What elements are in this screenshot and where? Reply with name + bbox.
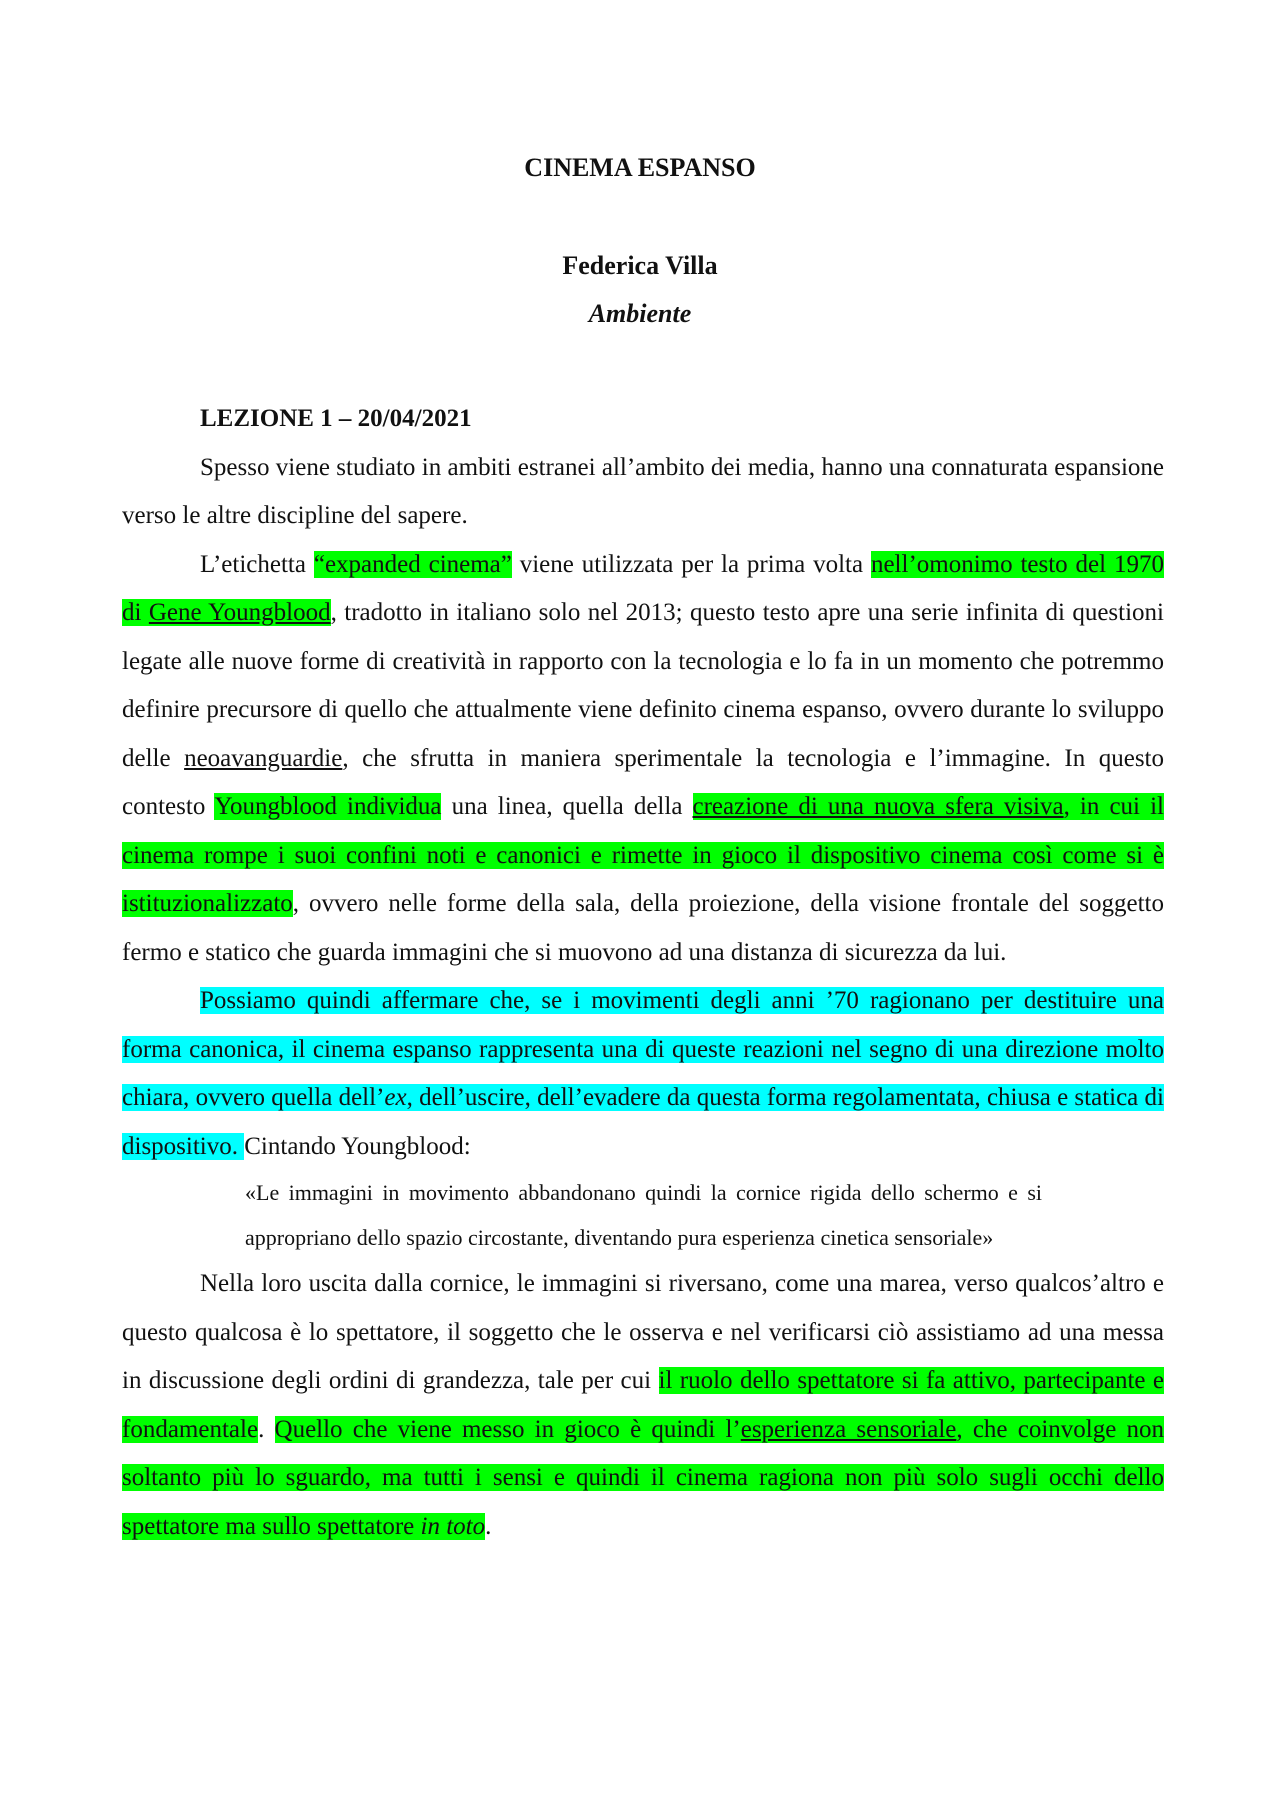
paragraph-3 bbox=[122, 977, 1164, 1171]
underlined-text: neoavanguardie bbox=[184, 744, 343, 772]
highlight-green: “expanded cinema” bbox=[313, 550, 512, 578]
document-title: CINEMA ESPANSO bbox=[524, 153, 756, 182]
italic-text: ex bbox=[384, 1084, 407, 1111]
text-run: , tradotto in italiano solo nel 2013; questo testo apre una serie infinita di questioni legate alle nuove forme di creatività in rapporto con la tecnologia e lo fa in un momento che potremmo definire precursore di quello che attualmente viene definito cinema espanso, ovvero durante lo sviluppo delle bbox=[122, 599, 1164, 772]
text-run: , ovvero nelle forme della sala, della proiezione, della visione frontale del soggetto fermo e statico che guarda immagini che si muovono ad una distanza di sicurezza da lui. bbox=[122, 890, 1164, 966]
highlight-text: nell’omonimo testo del 1970 di bbox=[122, 550, 1164, 626]
document-body bbox=[122, 395, 1164, 1551]
text-run: viene utilizzata per la prima volta bbox=[511, 550, 871, 578]
block-quote: «Le immagini in movimento abbandonano quindi la cornice rigida dello schermo e si appropriano dello spazio circostante, diventando pura esperienza cinetica sensoriale» bbox=[245, 1180, 1042, 1250]
highlight-text: , dell’uscire, dell’evadere da questa forma regolamentata, chiusa e statica di dispositivo. bbox=[122, 1084, 1164, 1160]
highlight-green: il ruolo dello spettatore si fa attivo, partecipante e fondamentale bbox=[122, 1367, 1164, 1443]
text-run: , che sfrutta in maniera sperimentale la tecnologia e l’immagine. In questo contesto bbox=[122, 744, 1164, 820]
paragraph-2 bbox=[122, 541, 1164, 978]
author-name: Federica Villa bbox=[562, 251, 718, 280]
paragraph-1: Spesso viene studiato in ambiti estranei all’ambito dei media, hanno una connaturata espansione verso le altre discipline del sapere. bbox=[122, 453, 1164, 529]
text-run: Cintando Youngblood: bbox=[244, 1132, 471, 1160]
lesson-heading: LEZIONE 1 – 20/04/2021 bbox=[200, 405, 472, 432]
underlined-text: creazione di una nuova sfera visiva bbox=[692, 793, 1064, 820]
highlight-text: , in cui il cinema rompe i suoi confini noti e canonici e rimette in gioco il dispositivo cinema così come si è istituzionalizzato bbox=[122, 793, 1164, 917]
highlight-text: , che coinvolge non soltanto più lo sguardo, ma tutti i sensi e quindi il cinema ragiona non più solo sugli occhi dello spettatore ma sullo spettatore bbox=[122, 1415, 1165, 1540]
text-run: . bbox=[485, 1512, 492, 1540]
paragraph-4 bbox=[122, 1260, 1164, 1551]
highlight-green: Youngblood individua bbox=[214, 793, 442, 820]
highlight-green bbox=[122, 1416, 1164, 1540]
highlight-text: Possiamo quindi affermare che, se i movimenti degli anni ’70 ragionano per destituire una forma canonica, il cinema espanso rappresenta una di queste reazioni nel segno di una direzione molto chiara, ovvero quella dell’ bbox=[122, 987, 1164, 1111]
text-run: . bbox=[258, 1415, 275, 1443]
underlined-text: Gene Youngblood bbox=[148, 599, 331, 626]
highlight-text: Quello che viene messo in gioco è quindi l’ bbox=[274, 1415, 741, 1443]
italic-text: in toto bbox=[420, 1512, 486, 1540]
text-run: L’etichetta bbox=[200, 550, 314, 578]
underlined-text: esperienza sensoriale bbox=[740, 1415, 957, 1443]
text-run: Nella loro uscita dalla cornice, le immagini si riversano, come una marea, verso qualcos’altro e questo qualcosa è lo spettatore, il soggetto che le osserva e nel verificarsi ciò assistiamo ad una messa in discussione degli ordini di grandezza, tale per cui bbox=[122, 1270, 1164, 1394]
document-subtitle: Ambiente bbox=[588, 299, 692, 328]
text-run: una linea, quella della bbox=[441, 793, 693, 820]
